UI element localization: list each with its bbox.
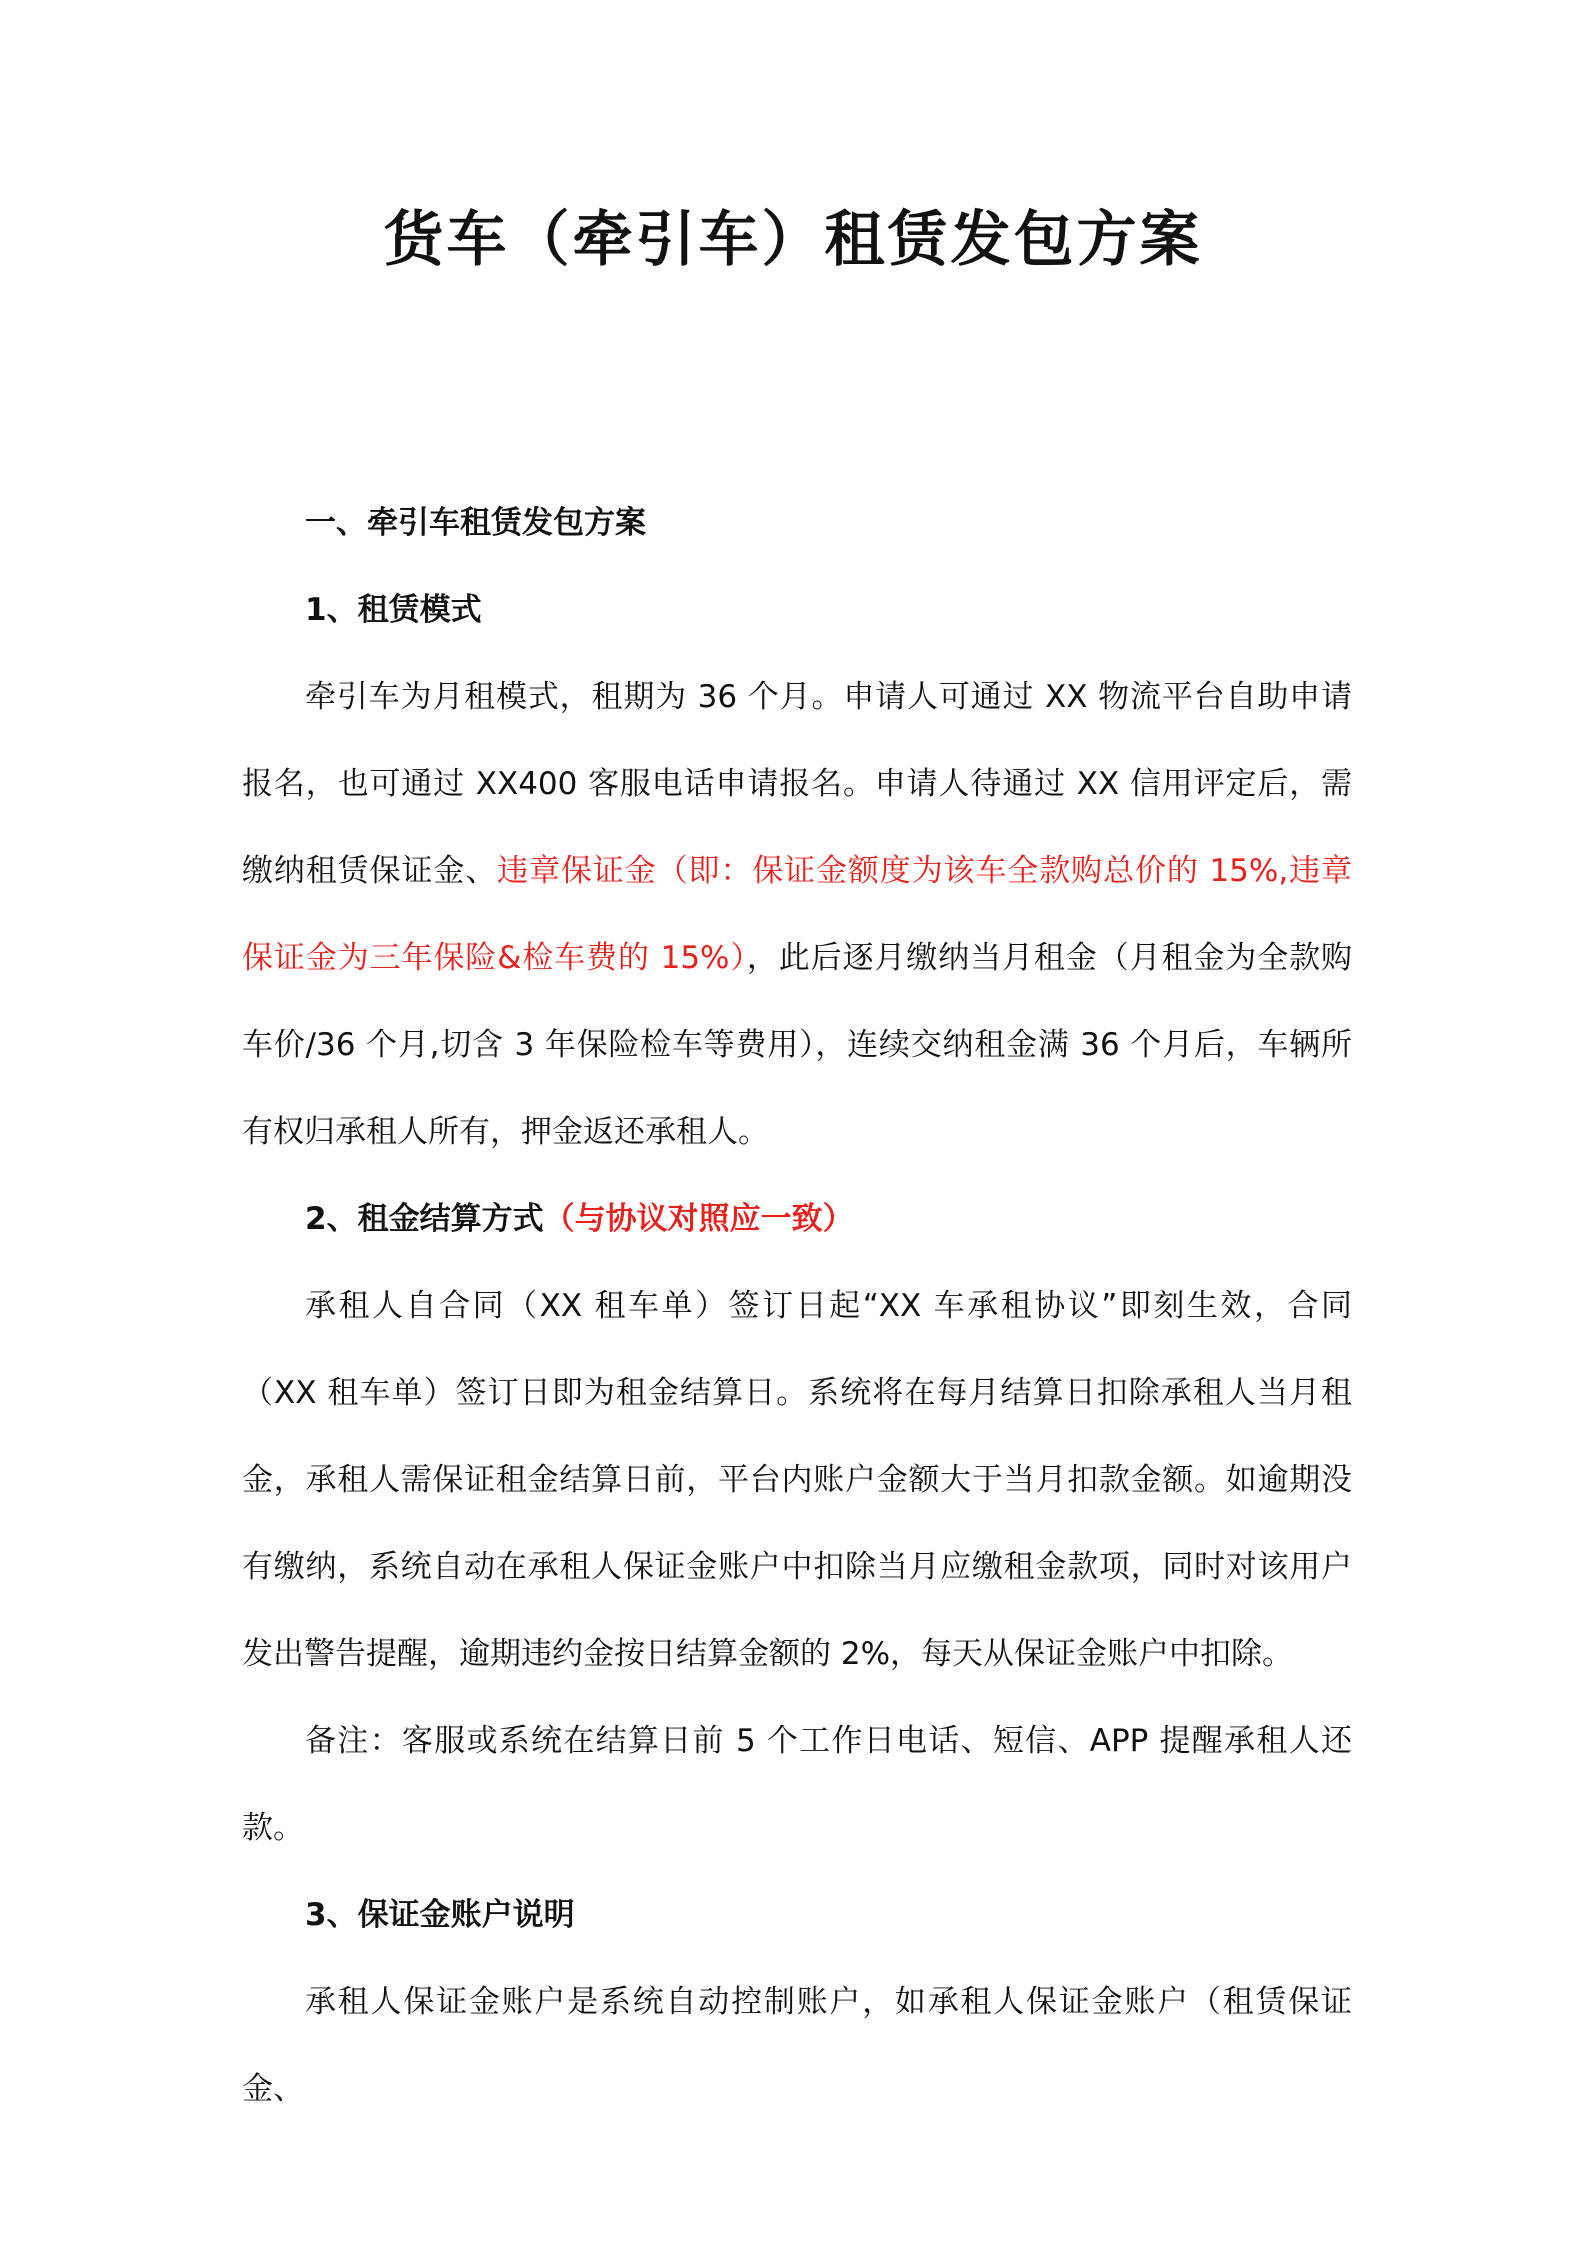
deposit-terms-highlight: 违章保证金（即：保证金额度为该车全款购总价的 15%,违章保证金为三年保险&检车费的 15%） bbox=[242, 853, 1352, 976]
document-body bbox=[242, 480, 1352, 2133]
paragraph-remark: 备注：客服或系统在结算日前 5 个工作日电话、短信、APP 提醒承租人还款。 bbox=[242, 1723, 1352, 1846]
paragraph-lease-mode-part3: ，此后逐月缴纳当月租金（月租金为全款购车价/36 个月,切含 3 年保险检车等费用），连续交纳租金满 36 个月后，车辆所有权归承租人所有，押金返还承租人。 bbox=[242, 940, 1352, 1150]
subsection-heading-lease-mode: 1、租赁模式 bbox=[305, 592, 482, 628]
paragraph-lease-mode bbox=[242, 654, 1352, 1176]
document-title: 货车（牵引车）租赁发包方案 bbox=[383, 205, 1203, 275]
paragraph-rent-settlement: 承租人自合同（XX 租车单）签订日起“XX 车承租协议”即刻生效，合同（XX 租车单）签订日即为租金结算日。系统将在每月结算日扣除承租人当月租金，承租人需保证租金结算日前，平台内账户金额大于当月扣款金额。如逾期没有缴纳，系统自动在承租人保证金账户中扣除当月应缴租金款项，同时对该用户发出警告提醒，逾期违约金按日结算金额的 2%，每天从保证金账户中扣除。 bbox=[242, 1288, 1352, 1672]
rent-settlement-heading-text: 2、租金结算方式 bbox=[305, 1201, 544, 1237]
subsection-heading-deposit-account: 3、保证金账户说明 bbox=[305, 1897, 575, 1933]
agreement-consistency-note: （与协议对照应一致） bbox=[543, 1201, 854, 1237]
paragraph-deposit-account: 承租人保证金账户是系统自动控制账户，如承租人保证金账户（租赁保证金、 bbox=[242, 1984, 1352, 2107]
paragraph-lease-mode-part1: 牵引车为月租模式，租期为 36 个月。申请人可通过 XX 物流平台自助申请报名，也可通过 XX400 客服电话申请报名。申请人待通过 XX 信用评定后，需缴纳租赁保证金、 bbox=[242, 679, 1352, 889]
subsection-heading-rent-settlement bbox=[242, 1176, 1352, 1263]
section-heading-1: 一、牵引车租赁发包方案 bbox=[305, 505, 646, 541]
